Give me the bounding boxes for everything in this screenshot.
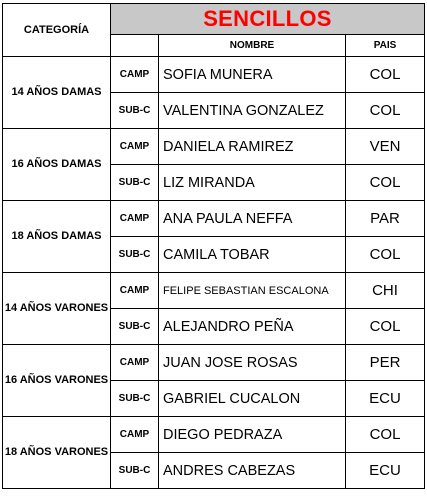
position-cell: CAMP — [111, 129, 159, 165]
position-cell: SUB-C — [111, 165, 159, 201]
country-cell: COL — [346, 309, 425, 345]
table-row — [3, 273, 425, 309]
country-cell: COL — [346, 93, 425, 129]
category-cell: 18 AÑOS DAMAS — [3, 201, 111, 273]
country-cell: CHI — [346, 273, 425, 309]
country-cell: ECU — [346, 453, 425, 489]
player-name-cell: DIEGO PEDRAZA — [159, 417, 346, 453]
country-cell: VEN — [346, 129, 425, 165]
table-row — [3, 417, 425, 453]
position-cell: SUB-C — [111, 237, 159, 273]
country-cell: ECU — [346, 381, 425, 417]
player-name-cell: FELIPE SEBASTIAN ESCALONA — [159, 273, 346, 309]
name-header: NOMBRE — [159, 34, 346, 56]
category-cell: 16 AÑOS DAMAS — [3, 129, 111, 201]
category-cell: 16 AÑOS VARONES — [3, 345, 111, 417]
player-name-cell: DANIELA RAMIREZ — [159, 129, 346, 165]
player-name-cell: SOFIA MUNERA — [159, 57, 346, 93]
position-cell: CAMP — [111, 273, 159, 309]
player-name-cell: JUAN JOSE ROSAS — [159, 345, 346, 381]
position-cell: CAMP — [111, 417, 159, 453]
position-header — [111, 34, 159, 56]
position-cell: CAMP — [111, 57, 159, 93]
table-row — [3, 345, 425, 381]
position-cell: SUB-C — [111, 93, 159, 129]
player-name-cell: LIZ MIRANDA — [159, 165, 346, 201]
category-cell: 14 AÑOS DAMAS — [3, 57, 111, 129]
country-cell: COL — [346, 165, 425, 201]
player-name-cell: ALEJANDRO PEÑA — [159, 309, 346, 345]
player-name-cell: GABRIEL CUCALON — [159, 381, 346, 417]
country-cell: COL — [346, 237, 425, 273]
position-cell: CAMP — [111, 201, 159, 237]
table-row — [3, 129, 425, 165]
country-cell: COL — [346, 417, 425, 453]
position-cell: SUB-C — [111, 309, 159, 345]
country-cell: PAR — [346, 201, 425, 237]
position-cell: SUB-C — [111, 453, 159, 489]
position-cell: SUB-C — [111, 381, 159, 417]
category-cell: 18 AÑOS VARONES — [3, 417, 111, 489]
country-cell: COL — [346, 57, 425, 93]
results-table — [2, 3, 425, 489]
table-title: SENCILLOS — [111, 4, 425, 35]
player-name-cell: ANDRES CABEZAS — [159, 453, 346, 489]
results-rows — [3, 57, 425, 489]
table-row — [3, 201, 425, 237]
country-header: PAIS — [346, 34, 425, 56]
position-cell: CAMP — [111, 345, 159, 381]
category-cell: 14 AÑOS VARONES — [3, 273, 111, 345]
player-name-cell: VALENTINA GONZALEZ — [159, 93, 346, 129]
table-row — [3, 57, 425, 93]
player-name-cell: CAMILA TOBAR — [159, 237, 346, 273]
country-cell: PER — [346, 345, 425, 381]
player-name-cell: ANA PAULA NEFFA — [159, 201, 346, 237]
category-header: CATEGORÍA — [3, 4, 111, 57]
